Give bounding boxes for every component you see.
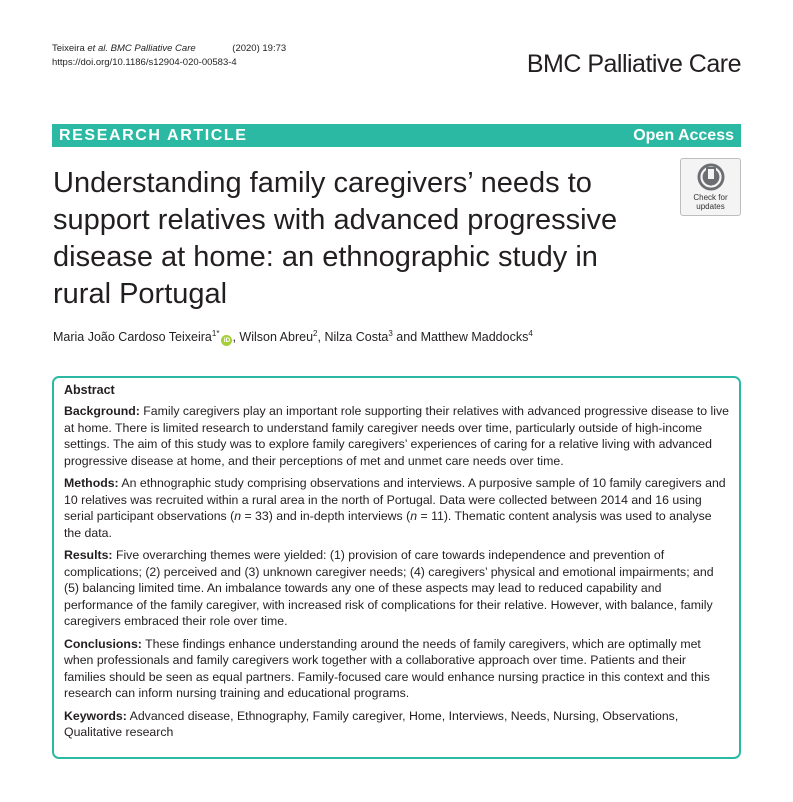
keywords-label: Keywords: [64, 708, 127, 723]
journal-logo: BMC Palliative Care [526, 50, 741, 78]
author-affiliation: 4 [528, 329, 533, 338]
citation-year-volume: (2020) 19:73 [232, 43, 287, 54]
abstract-results [64, 547, 729, 630]
methods-n-symbol: n [410, 509, 418, 523]
keywords-text: Advanced disease, Ethnography, Family caregiver, Home, Interviews, Needs, Nursing, Observations, Qualitative research [64, 708, 679, 739]
author-separator: , [317, 330, 325, 345]
abstract-heading: Abstract [64, 383, 115, 397]
methods-text: = 33) and in-depth interviews ( [241, 509, 411, 523]
background-text: Family caregivers play an important role supporting their relatives with advanced progressive disease to live at home. There is limited research to understand family caregiver needs over time, particularly outside of high-income settings. The aim of this study was to explore family caregivers’ experiences of caring for a relative living with advanced progressive disease at home, and their perceptions of met and unmet care needs over time. [64, 404, 730, 468]
citation-authors: Teixeira [52, 43, 85, 54]
background-label: Background: [64, 404, 140, 418]
article-title: Understanding family caregivers’ needs to support relatives with advanced progressive disease at home: an ethnographic study in rural Portugal [53, 167, 618, 310]
results-label: Results: [64, 548, 113, 562]
author-conjunction: and [392, 330, 421, 345]
abstract-keywords [64, 708, 729, 741]
abstract-conclusions [64, 636, 729, 702]
citation-block [52, 42, 286, 70]
abstract-background [64, 403, 729, 469]
check-for-updates-button[interactable] [680, 158, 741, 216]
methods-text: An ethnographic study comprising observations and interviews. A purposive sample of 10 family caregivers and 10 relatives was recruited within a rural area in the north of Portugal. Data were collected between 2014 and 16 using serial participant observations ( [64, 476, 726, 523]
author-affiliation: 3 [388, 329, 393, 338]
check-for-updates-label: Check for updates [693, 193, 728, 211]
author-affiliation: 2 [313, 329, 318, 338]
results-text: Five overarching themes were yielded: (1) provision of care towards independence and prevention of complications; (2) perceived and (3) unknown caregiver needs; (4) caregivers’ physical and emotional impairments; and (5) balancing limited time. An imbalance towards any one of these aspects may lead to reduced capability and performance of the family caregiver, with increased risk of complications for their relative. However, with balance, family caregivers embraced their role over time. [64, 548, 714, 628]
conclusions-label: Conclusions: [64, 636, 142, 651]
methods-label: Methods: [64, 476, 119, 490]
author-affiliation: 1* [211, 329, 220, 338]
author-name[interactable]: Nilza Costa [324, 330, 389, 345]
article-type-label: RESEARCH ARTICLE [59, 126, 248, 144]
citation-etal: et al. [87, 43, 108, 54]
abstract-box [52, 376, 741, 759]
author-list [53, 329, 533, 346]
methods-text: = 11). Thematic content analysis was used to analyse the data. [64, 509, 712, 540]
author-separator: , [232, 330, 240, 345]
conclusions-text: These findings enhance understanding around the needs of family caregivers, which are optimally met when professionals and family caregivers work together with a collaborative approach over time. Patients and their families should be seen as equal partners. Family-focused care would enhance nursing practice in this context and this research can inform nursing training and educational programs. [64, 636, 710, 700]
open-access-label: Open Access [633, 126, 734, 144]
author-name[interactable]: Maria João Cardoso Teixeira [53, 330, 212, 345]
author-name[interactable]: Wilson Abreu [239, 330, 314, 345]
orcid-icon[interactable]: iD [221, 335, 232, 346]
doi-link[interactable]: https://doi.org/10.1186/s12904-020-00583-4 [52, 57, 237, 68]
citation-journal: BMC Palliative Care [110, 43, 196, 54]
methods-n-symbol: n [234, 509, 242, 523]
author-name[interactable]: Matthew Maddocks [420, 330, 529, 345]
check-for-updates-icon [696, 162, 726, 192]
abstract-methods [64, 475, 729, 541]
article-banner [52, 124, 741, 147]
citation-line [52, 42, 286, 56]
